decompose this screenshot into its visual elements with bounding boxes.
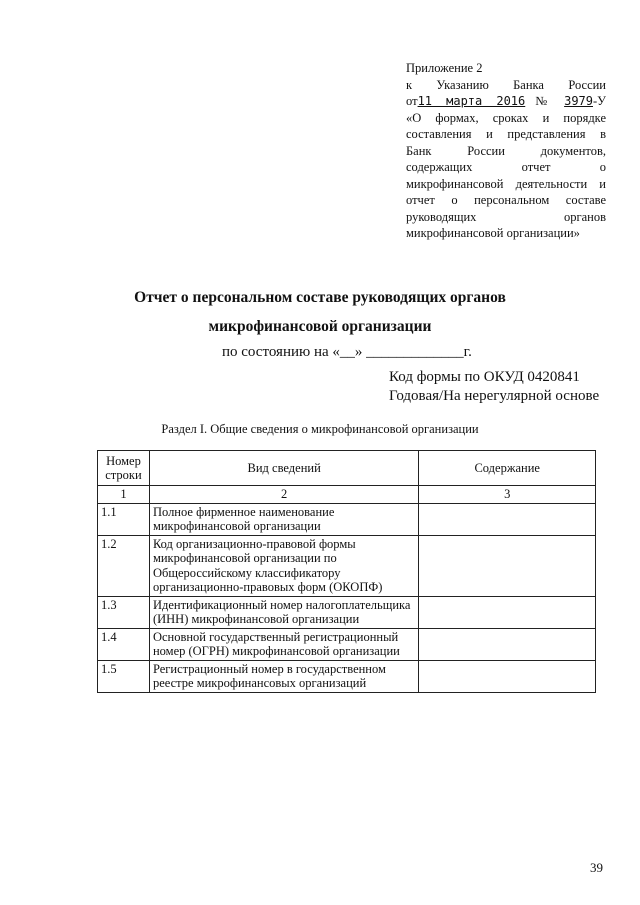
row-number: 1.3: [98, 596, 150, 628]
row-value: [419, 628, 596, 660]
report-title-line-2: микрофинансовой организации: [208, 318, 432, 335]
row-label: Идентификационный номер налогоплательщика (ИНН) микрофинансовой организации: [149, 596, 418, 628]
annex-body-line: микрофинансовой организации»: [406, 226, 580, 240]
annex-block: [406, 60, 606, 242]
annex-line-date: от11 марта 2016 № 3979-У: [406, 94, 607, 108]
table-header-row: [98, 451, 596, 486]
okud-code: Код формы по ОКУД 0420841: [389, 369, 580, 385]
column-number-row: 1 2 3: [98, 486, 596, 504]
annex-body-line: содержащих отчет о: [406, 160, 606, 174]
row-number: 1.2: [98, 535, 150, 596]
row-value: [419, 535, 596, 596]
row-number: 1.4: [98, 628, 150, 660]
report-periodicity: Годовая/На нерегулярной основе: [389, 388, 600, 404]
row-number: 1.1: [98, 503, 150, 535]
row-label: Регистрационный номер в государственном реестре микрофинансовых организаций: [149, 660, 418, 692]
row-number: 1.5: [98, 660, 150, 692]
table-row: [98, 660, 596, 692]
row-value: [419, 660, 596, 692]
general-info-table: [97, 450, 596, 693]
header-content: Содержание: [419, 451, 596, 486]
table-row: [98, 535, 596, 596]
row-label: Полное фирменное наименование микрофинансовой организации: [149, 503, 418, 535]
annex-body-line: составления и представления в: [406, 127, 606, 141]
table-row: [98, 596, 596, 628]
row-label: Основной государственный регистрационный номер (ОГРН) микрофинансовой организации: [149, 628, 418, 660]
annex-body-line: Банк России документов,: [406, 143, 606, 158]
annex-body-line: «О формах, сроках и порядке: [406, 110, 606, 125]
report-as-of-date: по состоянию на «__» _____________г.: [222, 344, 472, 360]
annex-body-line: микрофинансовой деятельности и: [406, 176, 606, 191]
annex-body-line: руководящих органов: [406, 209, 606, 224]
row-value: [419, 596, 596, 628]
row-value: [419, 503, 596, 535]
table-row: [98, 628, 596, 660]
form-code-block: [389, 368, 599, 406]
row-label: Код организационно-правовой формы микрофинансовой организации по Общероссийскому классификатору организационно-правовых форм (ОКОПФ): [149, 535, 418, 596]
header-info-type: Вид сведений: [149, 451, 418, 486]
section-title: Раздел I. Общие сведения о микрофинансовой организации: [161, 422, 479, 436]
annex-line-decree: к Указанию Банка России: [406, 77, 606, 92]
page-number: 39: [590, 860, 603, 875]
table-row: [98, 503, 596, 535]
header-row-number: Номер строки: [98, 451, 150, 486]
decree-date: 11 марта 2016: [417, 94, 526, 108]
report-title-line-1: Отчет о персональном составе руководящих органов: [134, 289, 506, 306]
annex-title: Приложение 2: [406, 61, 483, 75]
annex-body-line: отчет о персональном составе: [406, 193, 606, 207]
decree-number: 3979: [564, 94, 593, 108]
